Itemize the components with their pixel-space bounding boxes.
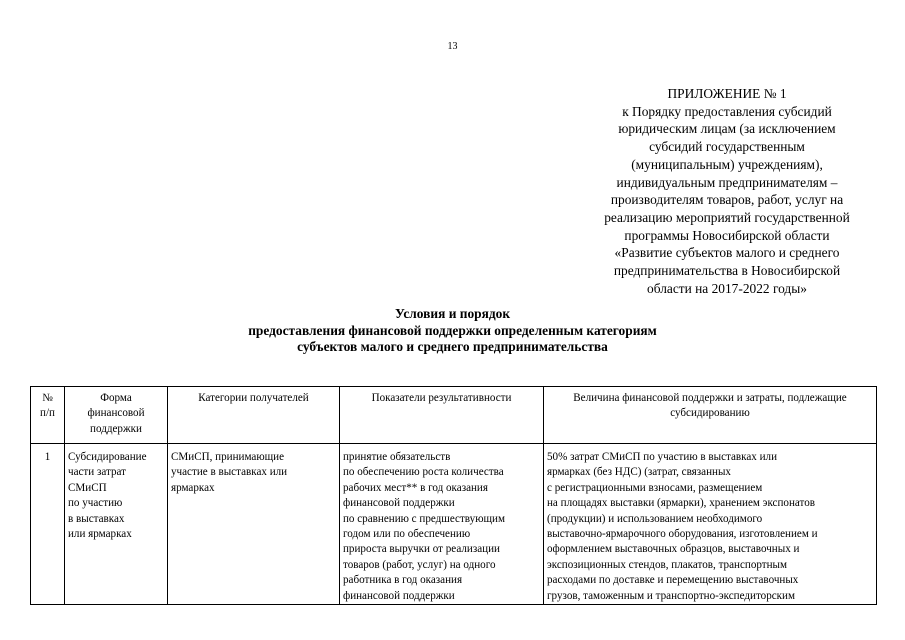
appendix-line: предпринимательства в Новосибирской [613,263,841,279]
col-header-support-form [65,387,168,444]
cell-line: в выставках [68,512,125,525]
table-row [31,444,877,605]
title-line: предоставления финансовой поддержки определенным категориям [248,322,657,338]
header-line: финансовой [87,407,145,420]
header-line: Величина финансовой поддержки и затраты, подлежащие [573,392,847,404]
cell-recipients [168,444,340,605]
cell-line: 1 [44,451,51,463]
cell-line: части затрат [68,466,127,479]
cell-line: оформлением выставочных образцов, выставочных и [547,543,800,556]
header-line: поддержки [90,422,142,435]
appendix-line: субсидий государственным [649,139,805,155]
header-line: п/п [40,407,55,420]
cell-line: по сравнению с предшествующим [343,512,505,525]
appendix-line: индивидуальным предпринимателям – [616,174,838,190]
cell-line: СМиСП, принимающие [171,451,285,463]
support-conditions-table [30,386,877,605]
cell-line: участие в выставках или [171,466,288,479]
col-header-support-amount [544,387,877,444]
col-header-indicators [340,387,544,444]
cell-line: расходами по доставке и перемещению выставочных [547,574,799,587]
appendix-line: производителям товаров, работ, услуг на [610,192,844,208]
page-number: 13 [447,41,458,52]
header-line: Форма [100,392,132,404]
cell-line: по участию [68,497,123,510]
cell-line: по обеспечению роста количества [343,466,504,479]
title-line: Условия и порядок [394,306,511,321]
cell-line: рабочих мест** в год оказания [343,481,488,494]
cell-line: 50% затрат СМиСП по участию в выставках или [547,451,778,463]
appendix-block [572,85,882,297]
cell-number [31,444,65,605]
appendix-line: (муниципальным) учреждениям), [631,156,823,172]
cell-line: (продукции) и использованием необходимого [547,512,763,525]
appendix-line: «Развитие субъектов малого и среднего [614,245,840,261]
appendix-line: юридическим лицам (за исключением [618,121,836,137]
title-line: субъектов малого и среднего предпринимательства [297,339,608,354]
cell-line: работника в год оказания [343,574,463,587]
appendix-line: ПРИЛОЖЕНИЕ № 1 [667,86,787,101]
header-line: Категории получателей [198,392,309,404]
appendix-line: к Порядку предоставления субсидий [622,103,832,119]
cell-line: прироста выручки от реализации [343,543,500,556]
cell-line: годом или по обеспечению [343,528,471,541]
col-header-number [31,387,65,444]
cell-line: грузов, таможенным и транспортно-экспедиторским [547,589,796,602]
cell-support-amount [544,444,877,605]
cell-line: Субсидирование [68,451,147,463]
header-line: Показатели результативности [371,392,512,404]
header-line: субсидированию [670,407,750,420]
appendix-line: реализацию мероприятий государственной [604,209,850,225]
cell-line: ярмарках [171,481,215,494]
cell-line: финансовой поддержки [343,497,455,510]
cell-line: или ярмарках [68,528,132,541]
cell-line: ярмарках (без НДС) (затрат, связанных [547,466,731,479]
header-line: № [42,392,53,404]
table-header-row [31,387,877,444]
cell-line: товаров (работ, услуг) на одного [343,558,496,571]
cell-support-form [65,444,168,605]
cell-line: финансовой поддержки [343,589,455,602]
cell-line: СМиСП [68,481,107,494]
cell-indicators [340,444,544,605]
cell-line: с регистрационными взносами, размещением [547,481,763,494]
cell-line: на площадях выставки (ярмарки), хранением экспонатов [547,497,816,510]
appendix-line: области на 2017-2022 годы» [647,280,807,296]
cell-line: принятие обязательств [343,451,451,463]
document-title [0,306,905,356]
cell-line: экспозиционных стендов, плакатов, транспортным [547,558,788,571]
cell-line: выставочно-ярмарочного оборудования, изготовлением и [547,528,818,541]
col-header-recipients [168,387,340,444]
appendix-line: программы Новосибирской области [624,227,830,243]
